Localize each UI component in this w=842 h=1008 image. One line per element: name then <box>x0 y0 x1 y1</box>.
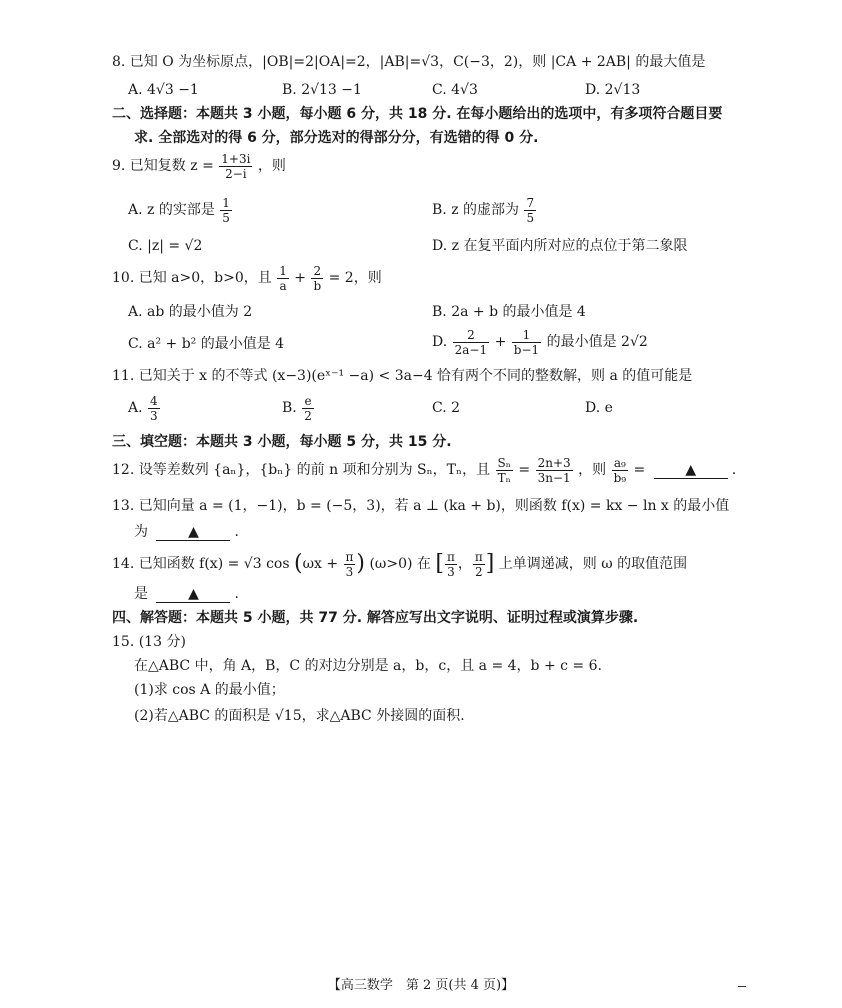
q8-option-a: A. 4√3 −1 <box>128 82 199 98</box>
q12-stem: 12. 设等差数列 {aₙ}，{bₙ} 的前 n 项和分别为 Sₙ，Tₙ，且 $\frac{\text{Sₙ}}{\text{Tₙ}}$ = $\frac{2n+3}{3n-1}$ ，则 $\frac{\text{a₉}}{\text{b₉}}$ = ▲ . <box>112 455 737 485</box>
q11-option-c: C. 2 <box>432 400 461 416</box>
q11-option-d: D. e <box>585 400 613 416</box>
q9-option-c: C. |z| = √2 <box>128 238 203 254</box>
section-4-title: 四、解答题：本题共 5 小题，共 77 分. 解答应写出文字说明、证明过程或演算步骤. <box>112 610 639 626</box>
q14-stem: 14. 已知函数 f(x) = √3 cos (ωx + $\frac{\pi}{3}$ ) (ω>0) 在 [ $\frac{\pi}{3}$ ， $\frac{\pi}{2}$ ] 上单调递减，则 ω 的取值范围 <box>112 549 688 579</box>
q15-part-2: (2)若△ABC 的面积是 √15，求△ABC 外接圆的面积. <box>134 708 465 724</box>
q10-stem: 10. 已知 a>0，b>0，且 $\frac{1}{a}$ + $\frac{2}{b}$ = 2，则 <box>112 263 382 293</box>
q15-stem: 在△ABC 中，角 A，B，C 的对边分别是 a，b，c，且 a = 4，b + c = 6. <box>134 658 602 674</box>
q8-option-b: B. 2√13 −1 <box>282 82 362 98</box>
q10-option-d: D. $\frac{2}{2a-1}$ + $\frac{1}{b-1}$ 的最小值是 2√2 <box>432 327 648 357</box>
page-footer: 【高三数学 第 2 页(共 4 页)】 <box>327 978 515 993</box>
section-2-title: 二、选择题：本题共 3 小题，每小题 6 分，共 18 分. 在每小题给出的选项中，有多项符合题目要 <box>112 106 723 122</box>
q15-heading: 15. (13 分) <box>112 634 186 650</box>
section-3-title: 三、填空题：本题共 3 小题，每小题 5 分，共 15 分. <box>112 434 452 450</box>
q9-stem: 9. 已知复数 z = $\frac{1+3i}{2-i}$ ，则 <box>112 151 286 181</box>
q14-stem-cont: 是 ▲ . <box>134 586 239 602</box>
q15-part-1: (1)求 cos A 的最小值； <box>134 682 285 698</box>
q11-option-a: A. $\frac{4}{3}$ <box>128 393 158 423</box>
q13-stem: 13. 已知向量 a = (1，−1)，b = (−5，3)，若 a ⊥ (ka + b)，则函数 f(x) = kx − ln x 的最小值 <box>112 498 730 514</box>
q8-option-d: D. 2√13 <box>585 82 641 98</box>
q10-option-c: C. a² + b² 的最小值是 4 <box>128 336 285 352</box>
q9-option-a: A. z 的实部是 $\frac{1}{5}$ <box>128 195 230 225</box>
footer-mark <box>738 986 746 987</box>
q8-option-c: C. 4√3 <box>432 82 478 98</box>
q14-answer-blank[interactable]: ▲ <box>156 586 230 603</box>
section-2-title-cont: 求. 全部选对的得 6 分，部分选对的得部分分，有选错的得 0 分. <box>134 130 539 146</box>
q9-option-b: B. z 的虚部为 $\frac{7}{5}$ <box>432 195 535 225</box>
q12-answer-blank[interactable]: ▲ <box>654 462 728 479</box>
q10-option-b: B. 2a + b 的最小值是 4 <box>432 304 586 320</box>
q11-stem: 11. 已知关于 x 的不等式 (x−3)(eˣ⁻¹ −a) < 3a−4 恰有两个不同的整数解，则 a 的值可能是 <box>112 368 693 384</box>
q9-option-d: D. z 在复平面内所对应的点位于第二象限 <box>432 238 688 254</box>
q13-answer-blank[interactable]: ▲ <box>156 524 230 541</box>
q13-stem-cont: 为 ▲ . <box>134 524 239 540</box>
q9-fraction: $\frac{1+3i}{2-i}$ <box>221 151 251 181</box>
q10-option-a: A. ab 的最小值为 2 <box>128 304 253 320</box>
q8-stem: 8. 已知 O 为坐标原点，|OB|=2|OA|=2，|AB|=√3，C(−3，2)，则 |CA + 2AB| 的最大值是 <box>112 54 706 70</box>
q11-option-b: B. $\frac{e}{2}$ <box>282 393 312 423</box>
